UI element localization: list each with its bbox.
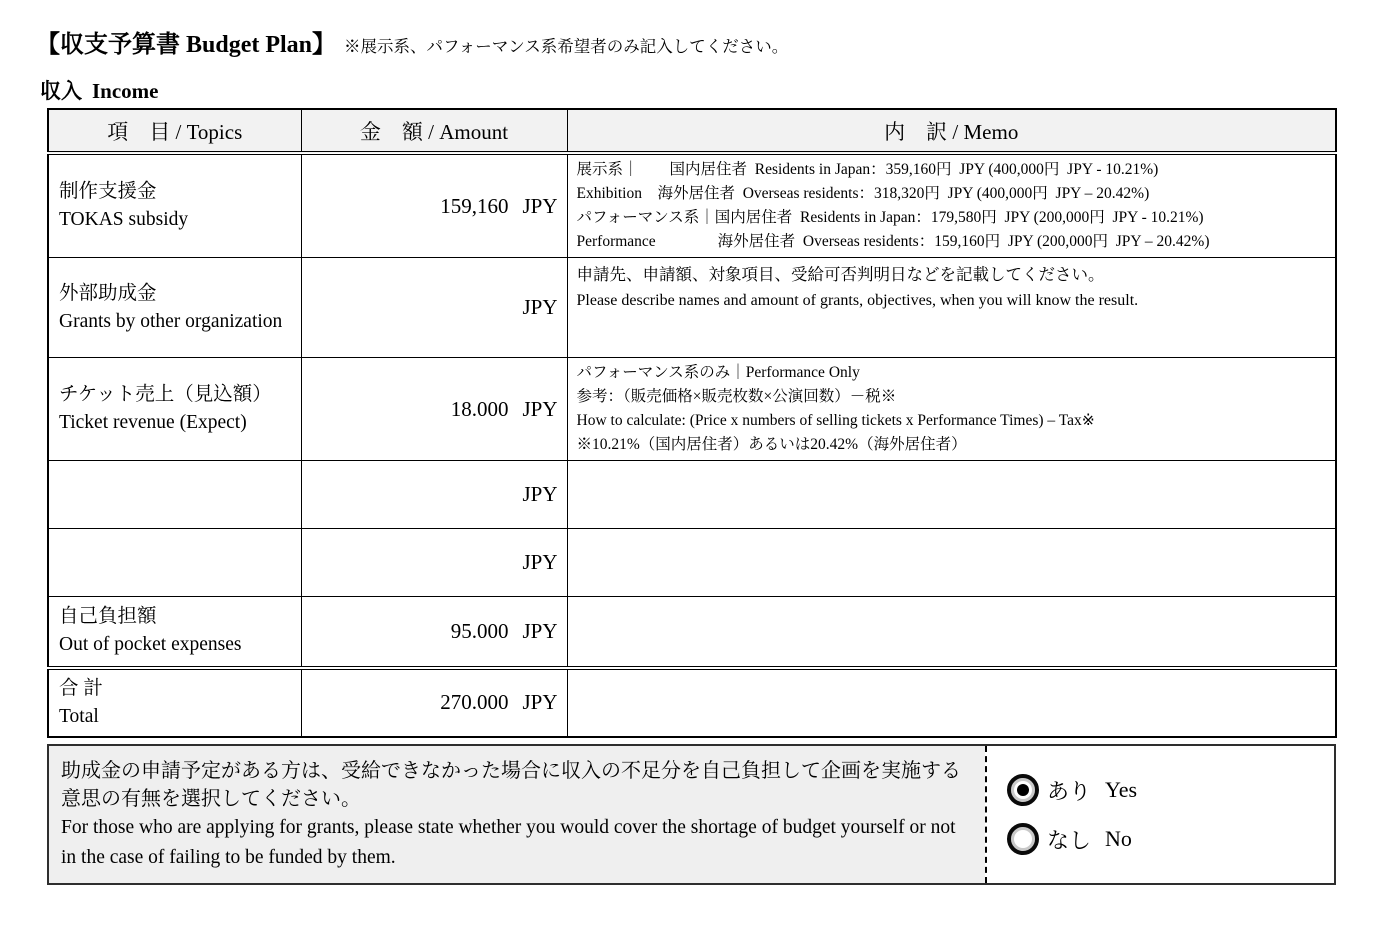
memo-line: 展示系｜ 国内居住者 Residents in Japan：359,160円 JPY (400,000円 JPY - 10.21%) bbox=[576, 161, 1159, 178]
amount-value: 95.000 bbox=[450, 618, 509, 643]
grant-question-ja: 助成金の申請予定がある方は、受給できなかった場合に収入の不足分を自己負担して企画を実施する意思の有無を選択してください。 bbox=[61, 760, 961, 810]
memo-line: Please describe names and amount of grants, objectives, when you will know the result. bbox=[576, 292, 1139, 309]
section-heading-income bbox=[40, 75, 159, 105]
radio-option-yes[interactable] bbox=[1007, 774, 1334, 806]
memo-cell bbox=[567, 668, 1336, 737]
topic-en: Grants by other organization bbox=[59, 310, 283, 332]
grant-question-text bbox=[49, 746, 985, 883]
topic-cell bbox=[48, 461, 301, 529]
currency-label: JPY bbox=[522, 396, 558, 421]
table-row-ticket-revenue bbox=[48, 358, 1336, 461]
topic-cell bbox=[48, 668, 301, 737]
memo-cell bbox=[567, 358, 1336, 461]
memo-cell bbox=[567, 461, 1336, 529]
topic-cell bbox=[48, 258, 301, 358]
amount-value: 18.000 bbox=[450, 396, 509, 421]
title-row bbox=[36, 24, 788, 59]
amount-value: 159,160 bbox=[440, 193, 509, 218]
memo-line: パフォーマンス系｜国内居住者 Residents in Japan：179,580円 JPY (200,000円 JPY - 10.21%) bbox=[576, 209, 1204, 226]
currency-label: JPY bbox=[522, 618, 558, 643]
topic-ja: 外部助成金 bbox=[59, 282, 157, 304]
column-header-topics: 項 目 / Topics bbox=[48, 109, 301, 153]
amount-value: 270.000 bbox=[440, 690, 509, 714]
amount-cell bbox=[301, 461, 567, 529]
memo-line: パフォーマンス系のみ｜Performance Only bbox=[576, 364, 860, 381]
income-table-header bbox=[48, 109, 1336, 153]
memo-cell bbox=[567, 529, 1336, 597]
radio-no-label-ja: なし bbox=[1047, 827, 1092, 853]
radio-option-no[interactable] bbox=[1007, 823, 1334, 855]
topic-en: TOKAS subsidy bbox=[59, 209, 189, 230]
income-table bbox=[47, 108, 1337, 738]
grant-question-en: For those who are applying for grants, please state whether you would cover the shortage of budget yourself or not in the case of failing to be funded by them. bbox=[61, 817, 956, 868]
memo-line: Performance 海外居住者 Overseas residents：159,160円 JPY (200,000円 JPY – 20.42%) bbox=[576, 233, 1210, 250]
radio-yes-label-ja: あり bbox=[1047, 778, 1092, 804]
radio-no-label-en: No bbox=[1105, 826, 1132, 851]
table-row-external-grants bbox=[48, 258, 1336, 358]
section-heading-ja: 収入 bbox=[40, 79, 82, 103]
amount-cell bbox=[301, 358, 567, 461]
page-title: 【収支予算書 Budget Plan】 bbox=[36, 32, 337, 58]
memo-line: Exhibition 海外居住者 Overseas residents：318,320円 JPY (400,000円 JPY – 20.42%) bbox=[576, 185, 1150, 202]
radio-yes-label-en: Yes bbox=[1105, 777, 1138, 802]
grant-question-box bbox=[47, 744, 1336, 885]
table-row-tokas-subsidy bbox=[48, 153, 1336, 258]
table-row-empty bbox=[48, 461, 1336, 529]
memo-cell bbox=[567, 597, 1336, 668]
currency-label: JPY bbox=[522, 690, 558, 714]
topic-ja: 制作支援金 bbox=[59, 181, 157, 202]
topic-ja: 自己負担額 bbox=[59, 606, 157, 628]
topic-cell bbox=[48, 597, 301, 668]
grant-choices bbox=[985, 746, 1334, 883]
topic-en: Out of pocket expenses bbox=[59, 634, 242, 656]
topic-en: Total bbox=[59, 705, 99, 727]
topic-ja: 合 計 bbox=[59, 677, 103, 699]
table-row-total bbox=[48, 668, 1336, 737]
currency-label: JPY bbox=[522, 550, 558, 574]
amount-cell bbox=[301, 153, 567, 258]
section-heading-en: Income bbox=[92, 79, 159, 103]
column-header-memo: 内 訳 / Memo bbox=[567, 109, 1336, 153]
memo-cell bbox=[567, 258, 1336, 358]
memo-line: 参考：（販売価格×販売枚数×公演回数）－税※ bbox=[576, 388, 897, 405]
amount-cell bbox=[301, 597, 567, 668]
topic-cell bbox=[48, 529, 301, 597]
title-note: ※展示系、パフォーマンス系希望者のみ記入してください。 bbox=[344, 37, 789, 56]
topic-cell bbox=[48, 153, 301, 258]
table-row-empty bbox=[48, 529, 1336, 597]
currency-label: JPY bbox=[522, 295, 558, 319]
memo-line: How to calculate: (Price x numbers of selling tickets x Performance Times) – Tax※ bbox=[576, 412, 1095, 429]
memo-line: ※10.21%（国内居住者）あるいは20.42%（海外居住者） bbox=[576, 436, 967, 453]
amount-cell-total bbox=[301, 668, 567, 737]
topic-ja: チケット売上（見込額） bbox=[59, 384, 272, 405]
table-row-out-of-pocket bbox=[48, 597, 1336, 668]
memo-cell bbox=[567, 153, 1336, 258]
radio-no-icon[interactable] bbox=[1007, 823, 1039, 855]
memo-line: 申請先、申請額、対象項目、受給可否判明日などを記載してください。 bbox=[576, 265, 1105, 284]
topic-en: Ticket revenue (Expect) bbox=[59, 412, 247, 433]
topic-cell bbox=[48, 358, 301, 461]
column-header-amount: 金 額 / Amount bbox=[301, 109, 567, 153]
amount-cell bbox=[301, 529, 567, 597]
radio-yes-icon[interactable] bbox=[1007, 774, 1039, 806]
amount-cell bbox=[301, 258, 567, 358]
currency-label: JPY bbox=[522, 193, 558, 218]
currency-label: JPY bbox=[522, 482, 558, 506]
